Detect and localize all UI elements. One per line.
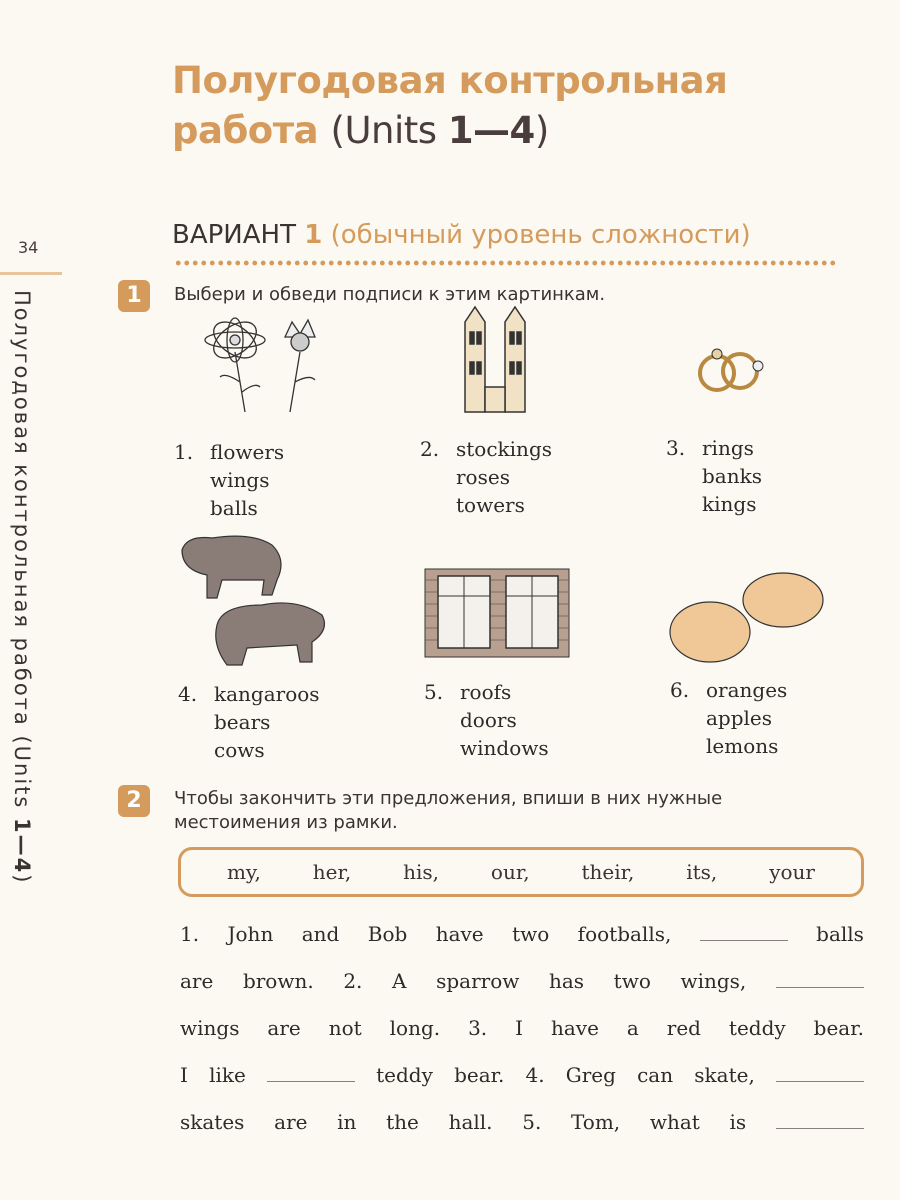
pronoun-word: our,	[490, 860, 530, 884]
side-title-num: 1—4	[10, 818, 34, 875]
word: hall.	[448, 1110, 493, 1134]
word: is	[729, 1110, 747, 1134]
word: can	[637, 1063, 674, 1087]
word: Bob	[367, 922, 408, 946]
word: have	[435, 922, 484, 946]
word: have	[550, 1016, 599, 1040]
word: are	[267, 1016, 301, 1040]
option[interactable]: oranges	[706, 678, 788, 702]
word: skate,	[694, 1063, 755, 1087]
task2-instruction-line1: Чтобы закончить эти предложения, впиши в них нужные	[174, 788, 723, 809]
word: the	[386, 1110, 419, 1134]
variant-number: 1	[304, 220, 323, 250]
pronoun-word: my,	[226, 860, 261, 884]
pronoun-word: her,	[312, 860, 352, 884]
bears-picture	[172, 530, 332, 670]
option-group-1	[174, 438, 284, 522]
option[interactable]: stockings	[456, 437, 553, 461]
page-number-rule	[0, 272, 62, 275]
item-number: 2.	[420, 437, 440, 461]
word: I	[180, 1063, 188, 1087]
word: 3.	[468, 1016, 488, 1040]
word: long.	[389, 1016, 441, 1040]
answer-blank[interactable]	[776, 1080, 864, 1082]
option[interactable]: lemons	[706, 734, 779, 758]
word: 5.	[522, 1110, 542, 1134]
word: wings	[180, 1016, 240, 1040]
word: Tom,	[571, 1110, 621, 1134]
option-group-2	[420, 435, 552, 519]
fill-in-sentences	[180, 922, 864, 1157]
answer-blank[interactable]	[700, 939, 788, 941]
option-group-3	[666, 434, 762, 518]
sentence-line	[180, 922, 864, 969]
windows-picture	[424, 568, 570, 658]
word: and	[301, 922, 340, 946]
option[interactable]: rings	[702, 436, 754, 460]
task2-badge: 2	[118, 785, 150, 817]
word: a	[626, 1016, 639, 1040]
word: I	[515, 1016, 524, 1040]
side-title-text: Полугодовая контрольная работа (Units	[10, 290, 34, 819]
word: what	[649, 1110, 700, 1134]
word: 4.	[525, 1063, 545, 1087]
rings-picture	[692, 338, 777, 398]
word: teddy	[376, 1063, 433, 1087]
word: sparrow	[436, 969, 520, 993]
title-units: (Units	[330, 109, 448, 152]
word: in	[337, 1110, 357, 1134]
word: two	[613, 969, 651, 993]
item-number: 5.	[424, 680, 444, 704]
option[interactable]: kings	[702, 492, 757, 516]
title-units-num: 1—4	[447, 109, 535, 152]
pronoun-word: its,	[686, 860, 718, 884]
task2-instruction-line2: местоимения из рамки.	[174, 812, 398, 833]
sentence-line	[180, 1016, 864, 1063]
option[interactable]: kangaroos	[214, 682, 320, 706]
word: bear.	[813, 1016, 864, 1040]
word: wings,	[680, 969, 747, 993]
task1-badge: 1	[118, 280, 150, 312]
option[interactable]: wings	[210, 468, 270, 492]
variant-label: ВАРИАНТ	[172, 220, 296, 250]
item-number: 1.	[174, 440, 194, 464]
word: two	[512, 922, 550, 946]
option[interactable]: roses	[456, 465, 510, 489]
page-number: 34	[18, 238, 39, 257]
sentence-line	[180, 1110, 864, 1157]
pronoun-word: his,	[403, 860, 440, 884]
towers-picture	[460, 302, 540, 414]
variant-level: (обычный уровень сложности)	[330, 220, 751, 250]
word: has	[548, 969, 585, 993]
sentence-line	[180, 1063, 864, 1110]
option[interactable]: roofs	[460, 680, 512, 704]
option[interactable]: cows	[214, 738, 265, 762]
word: are	[274, 1110, 308, 1134]
task1-instruction: Выбери и обведи подписи к этим картинкам.	[174, 284, 606, 305]
side-title-paren: )	[10, 874, 34, 885]
pronoun-word: their,	[581, 860, 635, 884]
word: A	[392, 969, 407, 993]
option[interactable]: apples	[706, 706, 773, 730]
word: footballs,	[577, 922, 672, 946]
answer-blank[interactable]	[776, 986, 864, 988]
flowers-picture	[200, 312, 325, 417]
word: are	[180, 969, 214, 993]
word: 2.	[343, 969, 363, 993]
answer-blank[interactable]	[267, 1080, 355, 1082]
word: brown.	[242, 969, 314, 993]
option[interactable]: banks	[702, 464, 762, 488]
option-group-4	[178, 680, 320, 764]
option[interactable]: windows	[460, 736, 549, 760]
word: not	[328, 1016, 362, 1040]
word: Greg	[565, 1063, 616, 1087]
word: balls	[816, 922, 864, 946]
task2-instruction	[174, 787, 722, 835]
word: bear.	[454, 1063, 505, 1087]
word: like	[209, 1063, 246, 1087]
option[interactable]: flowers	[210, 440, 285, 464]
pronoun-word: your	[769, 860, 815, 884]
option-group-6	[670, 676, 787, 760]
item-number: 3.	[666, 436, 686, 460]
option[interactable]: balls	[210, 496, 258, 520]
word: John	[227, 922, 274, 946]
pronoun-box	[178, 847, 864, 897]
item-number: 4.	[178, 682, 198, 706]
title-line1: Полугодовая контрольная	[172, 59, 728, 102]
option-group-5	[424, 678, 549, 762]
answer-blank[interactable]	[776, 1127, 864, 1129]
variant-heading	[172, 220, 751, 250]
word: skates	[180, 1110, 245, 1134]
dotted-divider	[174, 260, 838, 266]
word: red	[666, 1016, 701, 1040]
word: 1.	[180, 922, 200, 946]
lemons-picture	[668, 570, 828, 670]
option[interactable]: towers	[456, 493, 525, 517]
sentence-line	[180, 969, 864, 1016]
word: teddy	[728, 1016, 786, 1040]
title-units-suffix: )	[534, 109, 549, 152]
option[interactable]: bears	[214, 710, 271, 734]
page-title	[172, 56, 727, 156]
side-running-title	[10, 290, 34, 884]
option[interactable]: doors	[460, 708, 517, 732]
item-number: 6.	[670, 678, 690, 702]
title-line2: работа	[172, 109, 319, 152]
